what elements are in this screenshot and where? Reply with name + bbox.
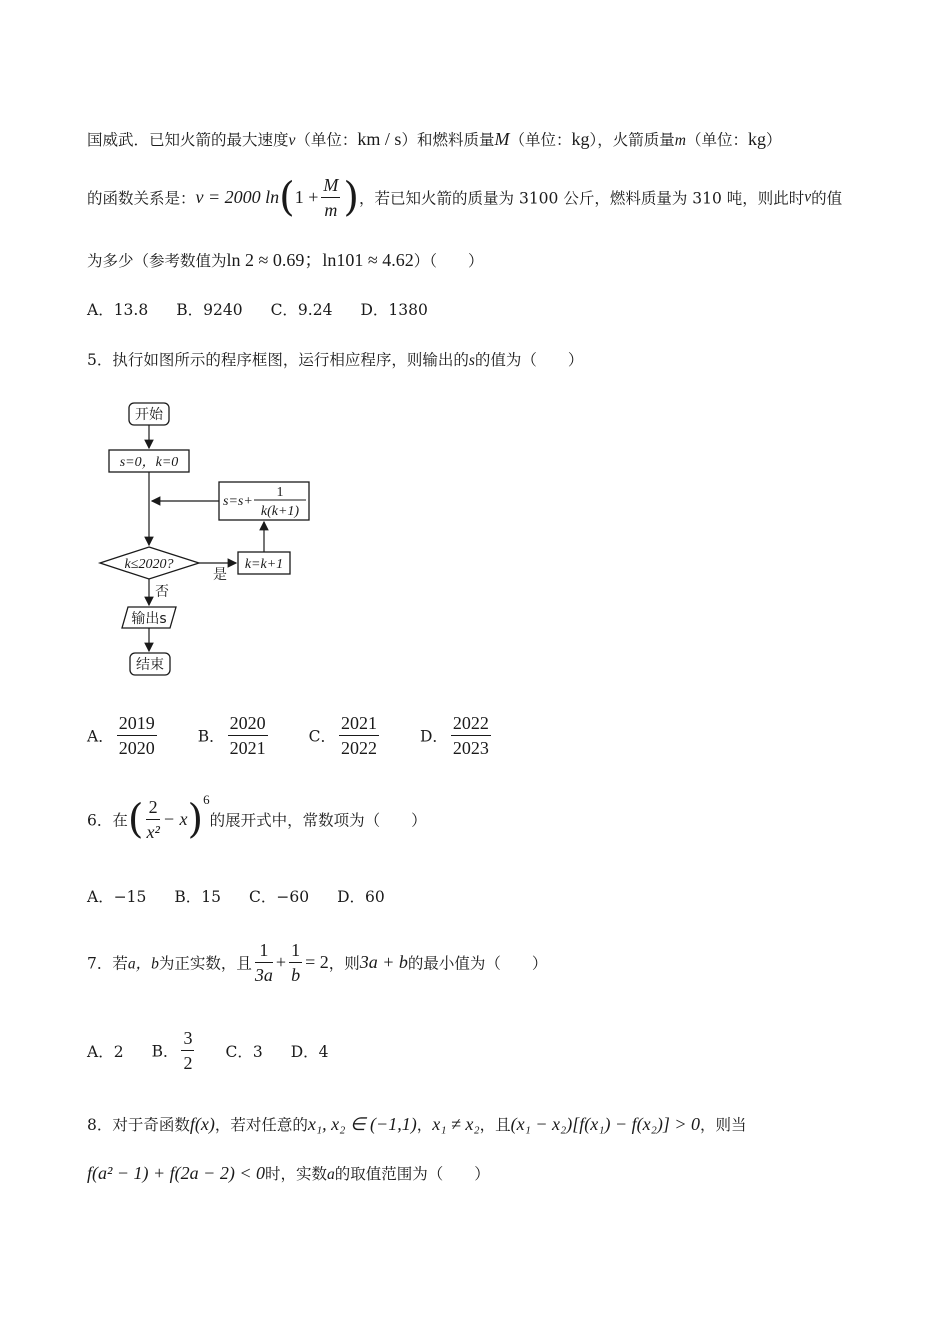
q4-options	[87, 298, 456, 320]
q4-option-a: A．13.8	[87, 301, 149, 319]
q4-line-2: 的函数关系是：v = 2000 ln(1 + $\frac{M}{m}$ )，若已知火箭的质量为 3100 公斤，燃料质量为 310 吨，则此时v的值	[87, 174, 843, 221]
q7-options	[87, 1027, 356, 1074]
flow-end-text: 结束	[136, 657, 164, 673]
q4-option-b: B．9240	[176, 301, 243, 319]
q7-option-b: B． $\frac{3}{2}$	[151, 1028, 193, 1073]
q5-option-b: B． $\frac{2020}{2021}$	[197, 713, 266, 758]
q7-fraction-2: $\frac{1}{b}$	[291, 940, 301, 985]
flow-init-text: s=0，k=0	[119, 455, 179, 470]
flow-condition-text: k≤2020?	[124, 557, 174, 572]
q5-option-d: D． $\frac{2022}{2023}$	[419, 713, 489, 758]
q6-option-c: C．−60	[249, 888, 310, 906]
q4-option-c: C．9.24	[270, 301, 333, 319]
q6-option-b: B．15	[174, 888, 222, 906]
q7-option-c: C．3	[225, 1042, 263, 1061]
q5-option-a: A． $\frac{2019}{2020}$	[87, 713, 155, 758]
flow-no-label: 否	[155, 584, 169, 600]
q6-stem: 6．在( $\frac{2}{\text{x²}}$ − x)$^6$的展开式中，常数项为（ ）	[87, 792, 427, 843]
q5-option-c: C． $\frac{2021}{2022}$	[308, 713, 377, 758]
q8-line-2: f(a² − 1) + f(2a − 2) < 0时，实数a的取值范围为（ ）	[87, 1163, 490, 1183]
q6-options	[87, 885, 413, 907]
flow-output-text: 输出s	[131, 611, 167, 627]
q4-fraction-M-over-m: $\frac{M}{m}$	[323, 175, 339, 220]
q7-stem: 7．若a，b为正实数，且 $\frac{1}{3a}$ + $\frac{1}{b}$ = 2，则3a + b的最小值为（ ）	[87, 940, 548, 985]
q4-line-3: 为多少（参考数值为ln 2 ≈ 0.69；ln101 ≈ 4.62）（ ）	[87, 250, 484, 270]
q8-line-1: 8．对于奇函数f(x)，若对任意的x₁, x₂ ∈ (−1,1)，x₁ ≠ x₂，且(x₁ − x₂)[f(x₁) − f(x₂)] > 0，则当	[87, 1114, 747, 1134]
flow-yes-label: 是	[213, 567, 227, 583]
flow-update-den: k(k+1)	[260, 504, 300, 519]
q5-options	[87, 712, 532, 759]
q6-option-a: A．−15	[87, 888, 147, 906]
q7-option-a: A．2	[87, 1042, 124, 1061]
q6-fraction: $\frac{2}{\text{x²}}$	[146, 797, 160, 842]
q4-line-1: 国威武．已知火箭的最大速度v（单位：km / s）和燃料质量M（单位：kg），火箭质量m（单位：kg）	[87, 129, 782, 149]
flow-start-text: 开始	[135, 407, 163, 423]
q5-flowchart	[96, 395, 336, 685]
q6-power: 6	[203, 792, 210, 807]
q7-option-d: D．4	[290, 1042, 329, 1061]
q4-option-d: D．1380	[360, 301, 428, 319]
flow-increment-text: k=k+1	[244, 557, 284, 572]
flow-update-left: s=s+	[223, 494, 253, 509]
q7-fraction-1: $\frac{1}{3a}$	[254, 940, 273, 985]
q5-stem: 5．执行如图所示的程序框图，运行相应程序，则输出的s的值为（ ）	[87, 351, 584, 369]
q6-option-d: D．60	[337, 888, 385, 906]
flow-update-num: 1	[276, 485, 284, 500]
